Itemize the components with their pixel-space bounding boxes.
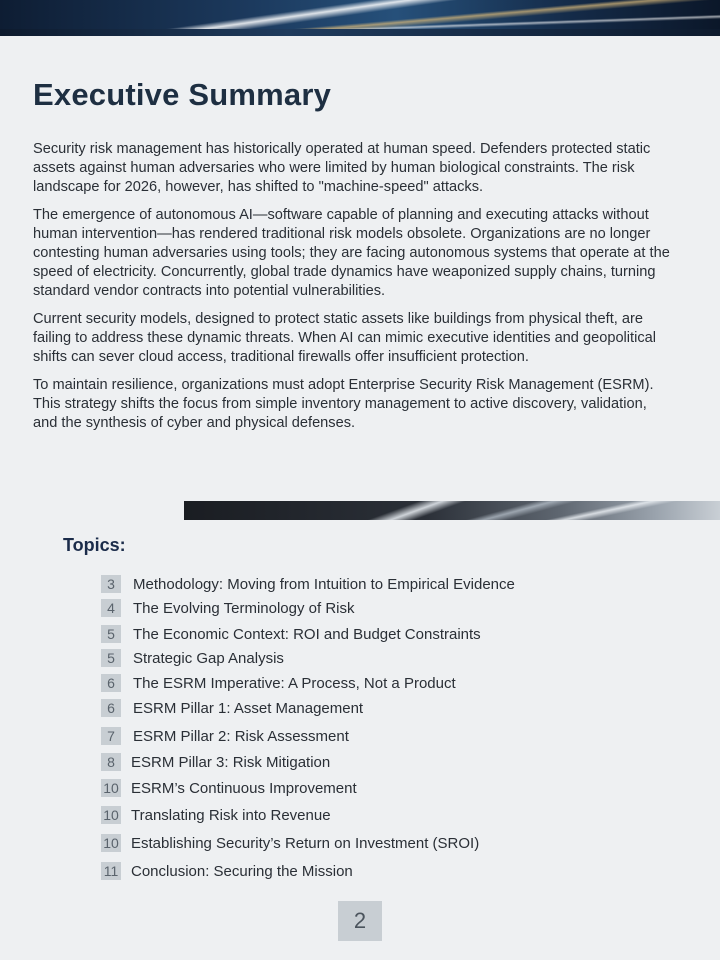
topic-page-number: 11 (101, 862, 121, 880)
paragraph: The emergence of autonomous AI—software capable of planning and executing attacks without human intervention—has rendered traditional risk models obsolete. Organizations are no longer contesting human adversaries using tools; they are facing autonomous systems that operate at the speed of electricity. Concurrently, global trade dynamics have weaponized supply chains, turning standard vendor contracts into potential vulnerabilities. (33, 207, 670, 299)
topic-page-number: 6 (101, 699, 121, 717)
topic-label: Establishing Security’s Return on Investment (SROI) (131, 834, 480, 852)
topic-page-number: 10 (101, 806, 121, 824)
paragraph: To maintain resilience, organizations must adopt Enterprise Security Risk Management (ESRM). This strategy shifts the focus from simple inventory management to active discovery, validation, and the synthesis of cyber and physical defenses. (33, 377, 654, 431)
topics-heading: Topics: (63, 535, 126, 555)
paragraph: Security risk management has historically operated at human speed. Defenders protected static assets against human adversaries who were limited by human biological constraints. The risk landscape for 2026, however, has shifted to "machine-speed" attacks. (33, 141, 651, 195)
topic-item[interactable] (101, 575, 515, 593)
topic-label: ESRM’s Continuous Improvement (131, 779, 357, 797)
topic-label: Translating Risk into Revenue (131, 806, 331, 824)
topic-page-number: 8 (101, 753, 121, 771)
topic-page-number: 4 (101, 599, 121, 617)
topic-label: Strategic Gap Analysis (133, 649, 284, 667)
topic-label: ESRM Pillar 1: Asset Management (133, 699, 364, 717)
summary-body (33, 140, 673, 442)
topic-label: ESRM Pillar 3: Risk Mitigation (131, 753, 331, 771)
topic-item[interactable] (101, 699, 363, 717)
paragraph: Current security models, designed to protect static assets like buildings from physical theft, are failing to address these dynamic threats. When AI can mimic executive identities and geopolitical shifts can sever cloud access, traditional firewalls offer insufficient protection. (33, 311, 656, 365)
page-title: Executive Summary (33, 77, 332, 112)
topic-page-number: 3 (101, 575, 121, 593)
topic-page-number: 10 (101, 834, 121, 852)
topic-item[interactable] (101, 625, 481, 643)
topic-label: Methodology: Moving from Intuition to Empirical Evidence (133, 575, 515, 593)
topic-item[interactable] (101, 727, 349, 745)
topic-label: Conclusion: Securing the Mission (131, 862, 353, 880)
topic-item[interactable] (101, 806, 331, 824)
header-banner (0, 0, 720, 36)
topic-item[interactable] (101, 753, 330, 771)
topic-item[interactable] (101, 599, 354, 617)
topic-item[interactable] (101, 674, 456, 692)
topic-label: The ESRM Imperative: A Process, Not a Product (133, 674, 456, 692)
topic-item[interactable] (101, 862, 353, 880)
page-number: 2 (338, 901, 382, 941)
topic-label: ESRM Pillar 2: Risk Assessment (133, 727, 349, 745)
topic-page-number: 6 (101, 674, 121, 692)
topic-item[interactable] (101, 834, 479, 852)
topic-page-number: 5 (101, 649, 121, 667)
topic-label: The Economic Context: ROI and Budget Constraints (133, 625, 481, 643)
topic-label: The Evolving Terminology of Risk (133, 599, 355, 617)
topic-page-number: 5 (101, 625, 121, 643)
topic-page-number: 7 (101, 727, 121, 745)
section-divider (184, 501, 720, 520)
topic-item[interactable] (101, 649, 284, 667)
topic-item[interactable] (101, 779, 357, 797)
topic-page-number: 10 (101, 779, 121, 797)
